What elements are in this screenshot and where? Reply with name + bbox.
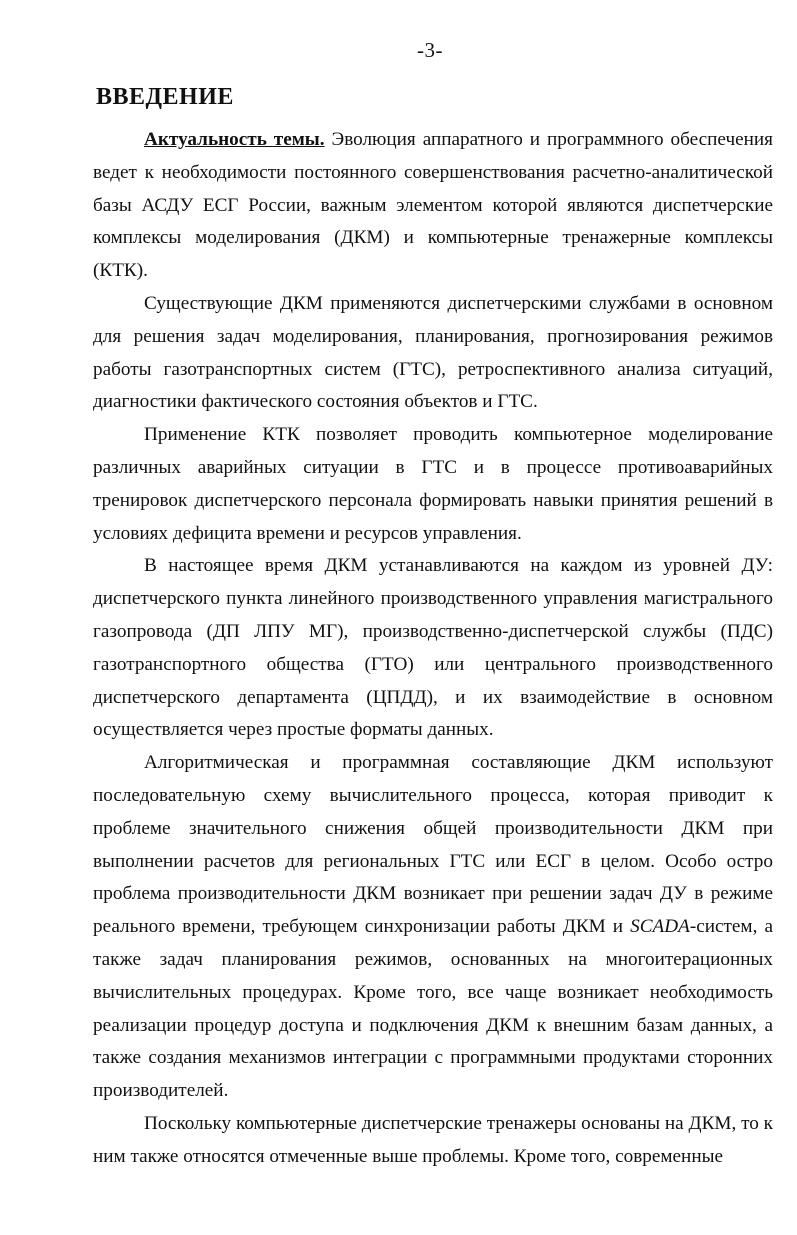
body-text	[93, 124, 773, 1174]
section-heading: ВВЕДЕНИЕ	[96, 84, 234, 110]
paragraph-text: Алгоритмическая и программная составляющие ДКМ используют последовательную схему вычислительного процесса, которая приводит к проблеме значительного снижения общей производительности ДКМ при выполнении расчетов для региональных ГТС или ЕСГ в целом. Особо остро проблема производительности ДКМ возникает при решении задач ДУ в режиме реального времени, требующем синхронизации работы ДКМ и	[93, 752, 773, 938]
paragraph-lead: Актуальность темы.	[144, 129, 325, 150]
paragraph-text: -систем, а также задач планирования режимов, основанных на многоитерационных вычислительных процедурах. Кроме того, все чаще возникает необходимость реализации процедур доступа и подключения ДКМ к внешним базам данных, а также создания механизмов интеграции с программными продуктами сторонних производителей.	[93, 916, 773, 1102]
paragraph-ktk-usage: Применение КТК позволяет проводить компьютерное моделирование различных аварийных ситуации в ГТС и в процессе противоаварийных тренировок диспетчерского персонала формировать навыки принятия решений в условиях дефицита времени и ресурсов управления.	[93, 424, 773, 544]
paragraph-trainers: Поскольку компьютерные диспетчерские тренажеры основаны на ДКМ, то к ним также относятся отмеченные выше проблемы. Кроме того, современные	[93, 1112, 773, 1167]
paragraph-existing-dkm: Существующие ДКМ применяются диспетчерскими службами в основном для решения задач моделирования, планирования, прогнозирования режимов работы газотранспортных систем (ГТС), ретроспективного анализа ситуаций, диагностики фактического состояния объектов и ГТС.	[93, 292, 773, 413]
scada-term: SCADA	[630, 916, 690, 938]
paragraph-algorithmic	[93, 747, 773, 1108]
paragraph-dkm-levels: В настоящее время ДКМ устанавливаются на каждом из уровней ДУ: диспетчерского пункта линейного производственного управления магистрального газопровода (ДП ЛПУ МГ), производственно-диспетчерской службы (ПДС) газотранспортного общества (ГТО) или центрального производственного диспетчерского департамента (ЦПДД), и их взаимодействие в основном осуществляется через простые форматы данных.	[93, 555, 773, 741]
page-number: -3-	[417, 38, 443, 62]
paragraph-relevance	[93, 124, 773, 288]
paragraph-text: Эволюция аппаратного и программного обеспечения ведет к необходимости постоянного совершенствования расчетно-аналитической базы АСДУ ЕСГ России, важным элементом которой являются диспетчерские комплексы моделирования (ДКМ) и компьютерные тренажерные комплексы (КТК).	[93, 129, 773, 282]
